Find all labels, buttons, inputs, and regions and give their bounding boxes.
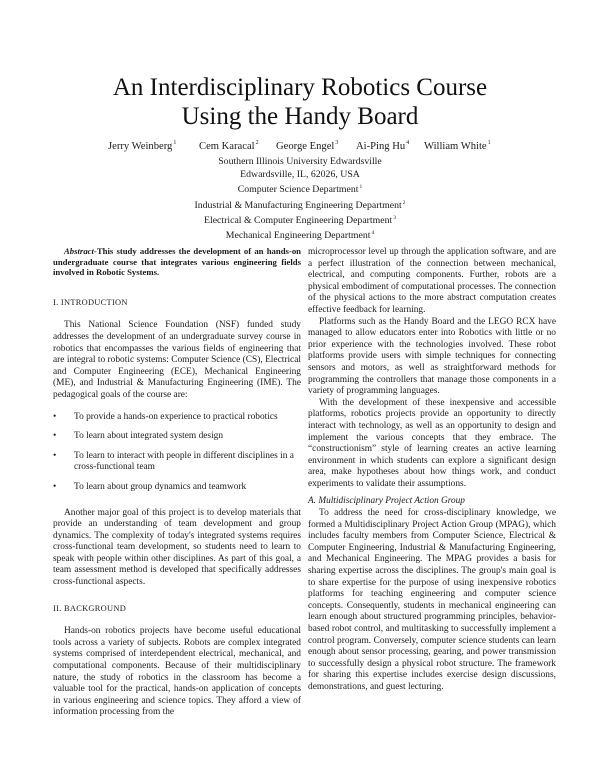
author-name: Ai-Ping Hu	[356, 141, 406, 152]
author-affil-mark: 4	[406, 140, 410, 146]
abstract-text: This study addresses the development of an hands-on undergraduate course that integrates various engineering fields involved in Robotic Systems.	[53, 246, 301, 278]
bullet-icon: •	[53, 411, 57, 422]
author-4	[356, 140, 409, 152]
author-name: Jerry Weinberg	[108, 141, 173, 152]
author-2	[199, 140, 259, 152]
bullet-icon: •	[53, 450, 57, 461]
subsection-heading-mpag: A. Multidisciplinary Project Action Group	[308, 496, 465, 507]
author-3	[276, 140, 338, 152]
department-mark: 1	[359, 184, 363, 191]
mpag-paragraph: To address the need for cross-disciplinary knowledge, we formed a Multidisciplinary Project Action Group (MPAG), which includes faculty members from Computer Science, Electrical & Computer Engineering, Industrial & Manufacturing Engineering, and Mechanical Engineering. The MPAG provides a basis for sharing expertise across the disciplines. The group's main goal is to share expertise for the purpose of using inexpensive robotics platforms for teaching engineering and computer science concepts. Consequently, students in mechanical engineering can learn enough about structured programming principles, behavior-based robot control, and multitasking to successfully implement a control program. Conversely, computer science students can learn enough about sensor processing, gearing, and power transmission to successfully design a physical robot structure. The framework for sharing this expertise includes exercise design discussions, demonstrations, and guest lecturing.	[308, 508, 556, 692]
abstract-label: Abstract-	[64, 246, 97, 256]
author-1	[108, 140, 176, 152]
list-item	[53, 451, 301, 474]
title-line-2: Using the Handy Board	[181, 103, 419, 130]
author-affil-mark: 3	[335, 140, 339, 146]
bullet-icon: •	[53, 431, 57, 442]
address: Edwardsville, IL, 62026, USA	[240, 169, 360, 181]
department-mark: 2	[402, 199, 406, 206]
goals-list	[53, 412, 301, 494]
department-mark: 4	[371, 230, 375, 237]
list-item-text: To learn to interact with people in different disciplines in a cross-functional team	[74, 450, 294, 473]
background-paragraph-cont: microprocessor level up through the application software, and are a perfect illustration of the connection between mechanical, electrical, and computing components. Further, robots are a physical embodiment of computational processes. The connection of the physical actions to the more abstract computation creates effective feedback for learning.	[308, 247, 556, 315]
department-name: Mechanical Engineering Department	[225, 230, 371, 242]
right-column	[308, 247, 556, 694]
affiliations	[0, 155, 600, 242]
abstract	[53, 246, 301, 278]
author-affil-mark: 1	[487, 140, 491, 146]
author-name: George Engel	[276, 141, 335, 152]
author-name: William White	[424, 141, 487, 152]
list-item-text: To learn about integrated system design	[74, 431, 224, 442]
section-heading-background: II. BACKGROUND	[53, 603, 127, 613]
background-paragraph-3: With the development of these inexpensive and accessible platforms, robotics projects provide an opportunity to directly interact with technology, as well as an opportunity to design and implement the various concepts that they embrace. The “constructionism” style of learning creates an active learning environment in which students can explore a significant design area, make hypotheses about how things work, and conduct experiments to validate their assumptions.	[308, 397, 556, 489]
list-item	[53, 431, 301, 443]
department-name: Electrical & Computer Engineering Department	[203, 214, 393, 226]
title-line-1: An Interdisciplinary Robotics Course	[112, 74, 488, 101]
background-paragraph-2: Platforms such as the Handy Board and the LEGO RCX have managed to allow educators enter into Robotics with little or no prior experience with the technologies involved. These robot platforms provide users with simple techniques for connecting sensors and motors, as well as straightforward methods for programming the controllers that manage those components in a variety of programming languages.	[308, 316, 556, 397]
list-item-text: To learn about group dynamics and teamwork	[74, 481, 247, 492]
left-column	[53, 246, 301, 719]
section-heading-introduction: I. INTRODUCTION	[53, 297, 128, 307]
intro-paragraph-1: This National Science Foundation (NSF) funded study addresses the development of an undergraduate survey course in robotics that encompasses the various fields of engineering that are integral to robotic systems: Computer Science (CS), Electrical and Computer Engineering (ECE), Mechanical Engineering (ME), and Industrial & Manufacturing Engineering (IME). The pedagogical goals of the course are:	[53, 320, 301, 400]
author-list	[0, 140, 600, 156]
department-4	[0, 227, 600, 242]
author-name: Cem Karacal	[199, 141, 255, 152]
author-5	[424, 140, 491, 152]
background-paragraph-1: Hands-on robotics projects have become useful educational tools across a variety of subjects. Robots are complex integrated systems comprised of interdependent electrical, mechanical, and computational components. Because of their multidisciplinary nature, the study of robotics in the classroom has become a valuable tool for the practical, hands-on application of concepts in various engineering and science topics. They afford a view of information processing from the	[53, 626, 301, 718]
paper-title	[0, 73, 600, 131]
author-affil-mark: 2	[255, 140, 259, 146]
department-name: Industrial & Manufacturing Engineering Department	[194, 199, 402, 211]
list-item	[53, 482, 301, 494]
department-1	[0, 181, 600, 196]
author-affil-mark: 1	[173, 140, 177, 146]
university: Southern Illinois University Edwardsville	[218, 156, 382, 167]
intro-paragraph-2: Another major goal of this project is to develop materials that provide an understanding of team development and group dynamics. The complexity of today's integrated systems requires cross-functional team development, so students need to learn to speak with people within other disciplines. As part of this goal, a team assessment method is developed that specifically addresses cross-functional aspects.	[53, 507, 301, 588]
department-3	[0, 212, 600, 227]
department-2	[0, 197, 600, 212]
list-item	[53, 412, 301, 424]
bullet-icon: •	[53, 481, 57, 492]
department-mark: 3	[393, 214, 396, 221]
department-name: Computer Science Department	[237, 184, 359, 196]
list-item-text: To provide a hands-on experience to practical robotics	[74, 411, 278, 422]
